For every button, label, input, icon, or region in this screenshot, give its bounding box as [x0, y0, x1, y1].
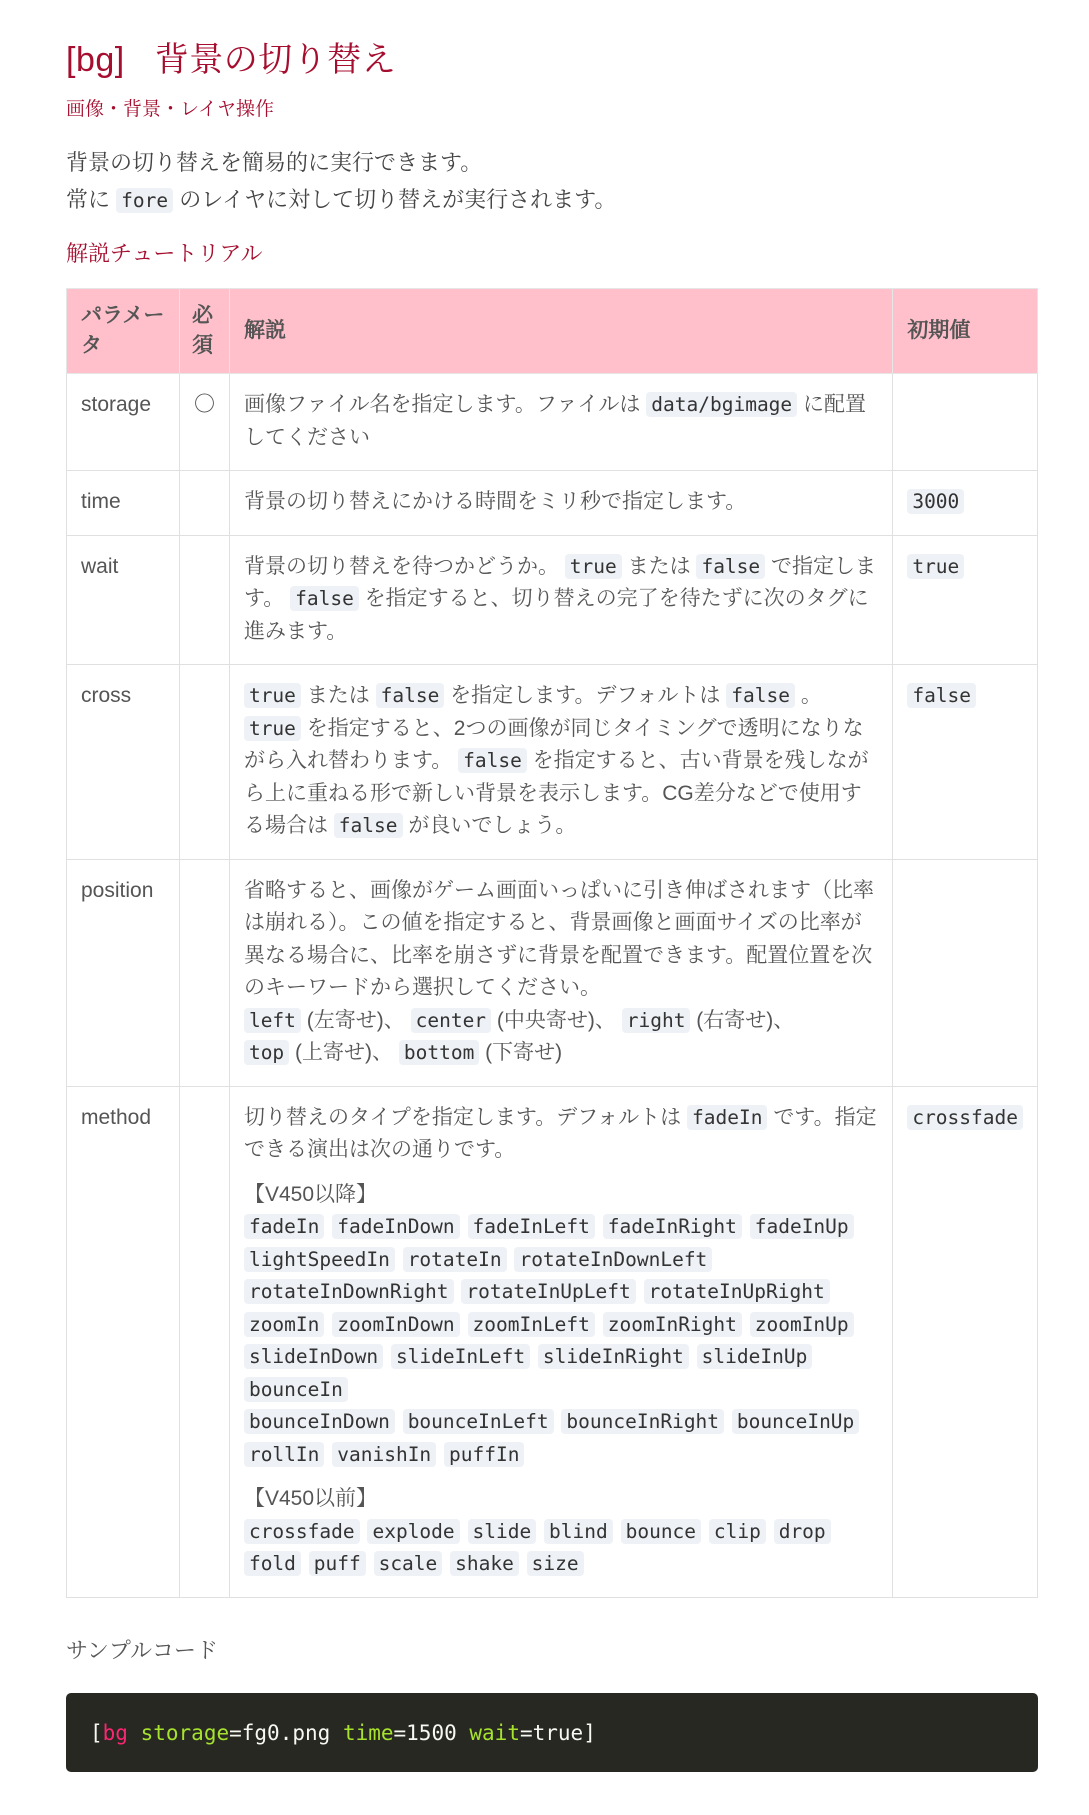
param-default: [893, 535, 1038, 665]
header-param: パラメータ: [67, 289, 180, 374]
sample-code-block: [bg storage=fg0.png time=1500 wait=true]: [66, 1693, 1038, 1772]
param-default: [893, 859, 1038, 1086]
inline-code: false: [696, 554, 765, 579]
table-row: [67, 859, 1038, 1086]
table-row: [67, 1086, 1038, 1597]
method-code: rotateIn: [403, 1247, 507, 1272]
code-attr: time: [342, 1720, 394, 1745]
header-desc: 解説: [229, 289, 892, 374]
method-code: slide: [468, 1519, 537, 1544]
method-list-after: [244, 1215, 856, 1401]
default-code: crossfade: [907, 1105, 1023, 1130]
version-heading: 【V450以降】: [243, 1182, 377, 1206]
method-code: fadeInUp: [750, 1214, 854, 1239]
inline-code: false: [458, 748, 527, 773]
method-code: blind: [544, 1519, 613, 1544]
method-list-before: [244, 1520, 833, 1576]
method-code: rotateInUpRight: [644, 1279, 830, 1304]
inline-code: true: [244, 683, 301, 708]
method-code: clip: [709, 1519, 766, 1544]
method-code: bounceInRight: [561, 1409, 724, 1434]
table-row: [67, 665, 1038, 860]
table-row: [67, 374, 1038, 471]
method-code: vanishIn: [332, 1442, 436, 1467]
inline-code: fadeIn: [687, 1105, 767, 1130]
default-code: false: [907, 683, 976, 708]
param-desc: 画像ファイル名を指定します。ファイルは data/bgimage に配置してください: [229, 374, 892, 471]
param-default: [893, 471, 1038, 536]
inline-code: left: [244, 1008, 301, 1033]
inline-code: bottom: [399, 1040, 479, 1065]
tag-description: [66, 144, 1025, 219]
method-code: slideInRight: [538, 1344, 689, 1369]
method-code: crossfade: [244, 1519, 360, 1544]
param-required: [179, 665, 229, 860]
description-line: 背景の切り替えを簡易的に実行できます。: [66, 150, 483, 175]
param-name: position: [67, 859, 180, 1086]
param-name: cross: [67, 665, 180, 860]
method-code: bounceInUp: [732, 1409, 859, 1434]
param-desc: 背景の切り替えを待つかどうか。 true または false で指定します。 false を指定すると、切り替えの完了を待たずに次のタグに進みます。: [229, 535, 892, 665]
param-desc: 切り替えのタイプを指定します。デフォルトは fadeIn です。指定できる演出は次の通りです。 【V450以降】 fadeIn fadeInDown fadeInLeft fadeInRight fadeInUp lightSpeedIn rotateIn rotateInDownLeft rotateInDownRight rotateInUpLeft rotateInUpRight zoomIn zoomInDown zoomInLeft zoomInRight zoomInUp slideInDown slideInLeft slideInRight slideInUp bounceIn bounceInDown bounceInLeft bounceInRight bounceInUp rollIn vanishIn puffIn 【V450以前】 crossfade explode slide blind bounce clip drop fold puff scale shake size: [229, 1086, 892, 1597]
method-code: bounceInDown: [244, 1409, 395, 1434]
method-code: fadeIn: [244, 1214, 324, 1239]
header-default: 初期値: [893, 289, 1038, 374]
param-required: [179, 1086, 229, 1597]
param-name: method: [67, 1086, 180, 1597]
method-code: rotateInUpLeft: [461, 1279, 635, 1304]
code-attr: wait: [469, 1720, 520, 1745]
method-code: size: [527, 1551, 584, 1576]
table-header-row: [67, 289, 1038, 374]
code-attr: storage: [140, 1720, 230, 1745]
default-code: 3000: [907, 489, 964, 514]
param-name: storage: [67, 374, 180, 471]
method-code: rollIn: [244, 1442, 324, 1467]
tag-name: [bg]: [66, 41, 125, 79]
method-code: puff: [309, 1551, 366, 1576]
method-code: fold: [244, 1551, 301, 1576]
param-name: wait: [67, 535, 180, 665]
method-code: slideInDown: [244, 1344, 383, 1369]
method-code: fadeInDown: [332, 1214, 459, 1239]
param-desc: true または false を指定します。デフォルトは false 。 true を指定すると、2つの画像が同じタイミングで透明になりながら入れ替わります。 false を指定すると、古い背景を残しながら上に重ねる形で新しい背景を表示します。CG差分などで使用する場合は false が良いでしょう。: [229, 665, 892, 860]
inline-code: data/bgimage: [646, 392, 797, 417]
method-code: rotateInDownRight: [244, 1279, 454, 1304]
method-code: slideInUp: [697, 1344, 813, 1369]
table-row: [67, 471, 1038, 536]
inline-code: false: [376, 683, 445, 708]
method-list-after-2: [244, 1410, 861, 1466]
sample-code-label: サンプルコード: [66, 1637, 219, 1663]
category-label: 画像・背景・レイヤ操作: [66, 99, 275, 120]
inline-code: false: [726, 683, 795, 708]
param-name: time: [67, 471, 180, 536]
inline-code: fore: [116, 188, 173, 213]
param-desc: 省略すると、画像がゲーム画面いっぱいに引き伸ばされます（比率は崩れる）。この値を指定すると、背景画像と画面サイズの比率が異なる場合に、比率を崩さずに背景を配置できます。配置位置を次のキーワードから選択してください。 left (左寄せ)、 center (中央寄せ)、 right (右寄せ)、 top (上寄せ)、 bottom (下寄せ): [229, 859, 892, 1086]
description-line: 常に fore のレイヤに対して切り替えが実行されます。: [66, 187, 617, 212]
method-code: bounceIn: [244, 1377, 348, 1402]
tag-title: 背景の切り替え: [154, 41, 397, 79]
table-row: [67, 535, 1038, 665]
parameter-table: [66, 288, 1038, 1598]
inline-code: top: [244, 1040, 289, 1065]
method-code: zoomIn: [244, 1312, 324, 1337]
method-code: slideInLeft: [391, 1344, 530, 1369]
method-code: zoomInLeft: [468, 1312, 595, 1337]
method-code: rotateInDownLeft: [514, 1247, 712, 1272]
param-required: [179, 471, 229, 536]
method-code: zoomInRight: [603, 1312, 742, 1337]
param-required: 〇: [179, 374, 229, 471]
inline-code: center: [411, 1008, 491, 1033]
method-code: fadeInLeft: [468, 1214, 595, 1239]
page-title: [66, 0, 1025, 82]
method-code: lightSpeedIn: [244, 1247, 395, 1272]
inline-code: right: [622, 1008, 691, 1033]
method-code: shake: [450, 1551, 519, 1576]
param-default: [893, 665, 1038, 860]
method-code: explode: [367, 1519, 459, 1544]
version-heading: 【V450以前】: [243, 1487, 377, 1510]
method-code: bounce: [621, 1519, 701, 1544]
param-required: [179, 535, 229, 665]
default-code: true: [907, 554, 964, 579]
method-code: scale: [374, 1551, 443, 1576]
param-default: [893, 374, 1038, 471]
method-code: zoomInUp: [750, 1312, 854, 1337]
inline-code: false: [290, 586, 359, 611]
method-code: bounceInLeft: [403, 1409, 554, 1434]
inline-code: false: [334, 813, 403, 838]
inline-code: true: [244, 716, 301, 741]
method-code: zoomInDown: [332, 1312, 459, 1337]
method-code: puffIn: [444, 1442, 524, 1467]
tutorial-link[interactable]: 解説チュートリアル: [66, 241, 263, 266]
param-desc: 背景の切り替えにかける時間をミリ秒で指定します。: [229, 471, 892, 536]
inline-code: true: [565, 554, 622, 579]
param-required: [179, 859, 229, 1086]
method-code: fadeInRight: [603, 1214, 742, 1239]
method-code: drop: [774, 1519, 831, 1544]
header-required: 必須: [179, 289, 229, 374]
code-tag: bg: [102, 1720, 128, 1745]
param-default: [893, 1086, 1038, 1597]
